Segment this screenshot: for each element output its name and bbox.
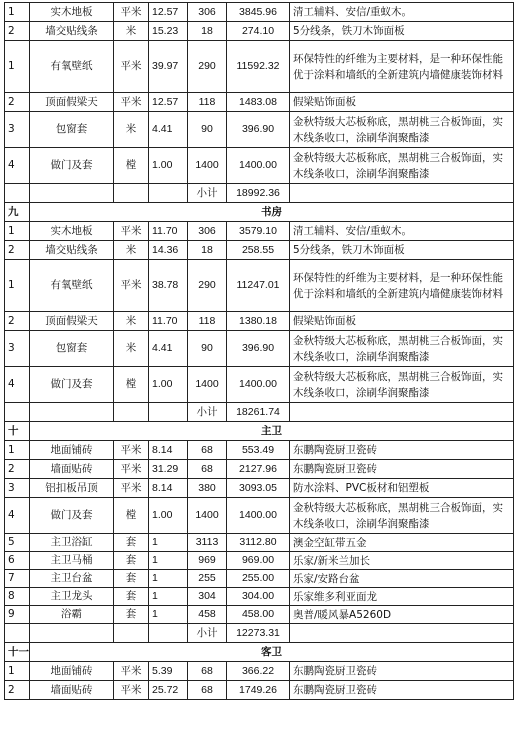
item-total: 255.00: [227, 570, 290, 588]
item-total: 3093.05: [227, 479, 290, 498]
table-row: [5, 148, 514, 184]
item-name: 墙交贴线条: [30, 241, 114, 260]
table-row: [5, 3, 514, 22]
item-quantity: 12.57: [149, 3, 188, 22]
table-row: [5, 588, 514, 606]
table-row: [5, 112, 514, 148]
subtotal-row: [5, 403, 514, 422]
item-total: 11247.01: [227, 260, 290, 312]
item-number: 6: [5, 552, 30, 570]
item-unit-price: 306: [188, 222, 227, 241]
item-number: 1: [5, 260, 30, 312]
section-header-row: [5, 203, 514, 222]
item-description: 乐家/安路台盆: [290, 570, 514, 588]
item-total: 553.49: [227, 441, 290, 460]
item-unit-price: 1400: [188, 148, 227, 184]
blank-cell: [5, 403, 30, 422]
item-name: 地面铺砖: [30, 441, 114, 460]
item-description: 金秋特级大芯板称底，黑胡桃三合板饰面，实木线条收口，涂刷华润聚酯漆: [290, 148, 514, 184]
item-description: 金秋特级大芯板称底，黑胡桃三合板饰面，实木线条收口，涂刷华润聚酯漆: [290, 367, 514, 403]
item-unit: 米: [114, 331, 149, 367]
item-number: 3: [5, 479, 30, 498]
item-name: 做门及套: [30, 498, 114, 534]
blank-cell: [30, 403, 114, 422]
table-row: [5, 312, 514, 331]
item-total: 1400.00: [227, 367, 290, 403]
item-total: 1400.00: [227, 148, 290, 184]
subtotal-value: 12273.31: [227, 624, 290, 643]
item-unit: 樘: [114, 498, 149, 534]
item-name: 主卫马桶: [30, 552, 114, 570]
item-quantity: 39.97: [149, 41, 188, 93]
table-row: [5, 260, 514, 312]
blank-cell: [149, 403, 188, 422]
item-name: 做门及套: [30, 367, 114, 403]
item-number: 2: [5, 93, 30, 112]
item-description: 乐家/新米兰加长: [290, 552, 514, 570]
item-unit-price: 18: [188, 241, 227, 260]
item-unit-price: 118: [188, 93, 227, 112]
item-total: 1749.26: [227, 681, 290, 700]
item-total: 304.00: [227, 588, 290, 606]
item-quantity: 1: [149, 534, 188, 552]
table-row: [5, 222, 514, 241]
item-unit: 平米: [114, 41, 149, 93]
item-total: 2127.96: [227, 460, 290, 479]
subtotal-label: 小计: [188, 624, 227, 643]
quotation-rows: [5, 3, 514, 700]
item-total: 969.00: [227, 552, 290, 570]
table-row: [5, 662, 514, 681]
table-row: [5, 441, 514, 460]
item-description: 东鹏陶瓷厨卫瓷砖: [290, 460, 514, 479]
item-number: 1: [5, 222, 30, 241]
item-unit: 平米: [114, 260, 149, 312]
item-description: 5分线条，铁刀木饰面板: [290, 241, 514, 260]
blank-cell: [290, 624, 514, 643]
item-unit: 平米: [114, 460, 149, 479]
item-quantity: 11.70: [149, 222, 188, 241]
item-description: 环保特性的纤维为主要材料，是一种环保性能优于涂料和墙纸的全新建筑内墙健康装饰材料: [290, 260, 514, 312]
table-row: [5, 606, 514, 624]
table-row: [5, 22, 514, 41]
item-unit: 平米: [114, 479, 149, 498]
table-row: [5, 498, 514, 534]
item-unit-price: 969: [188, 552, 227, 570]
item-unit-price: 1400: [188, 498, 227, 534]
item-unit-price: 68: [188, 460, 227, 479]
blank-cell: [114, 403, 149, 422]
item-total: 11592.32: [227, 41, 290, 93]
subtotal-value: 18261.74: [227, 403, 290, 422]
item-unit: 米: [114, 112, 149, 148]
blank-cell: [30, 624, 114, 643]
item-number: 3: [5, 331, 30, 367]
item-unit: 樘: [114, 367, 149, 403]
item-unit-price: 68: [188, 441, 227, 460]
item-name: 地面铺砖: [30, 662, 114, 681]
section-number: 十一: [5, 643, 30, 662]
item-quantity: 1: [149, 552, 188, 570]
item-name: 墙交贴线条: [30, 22, 114, 41]
item-total: 458.00: [227, 606, 290, 624]
item-quantity: 1.00: [149, 148, 188, 184]
item-unit: 套: [114, 606, 149, 624]
item-total: 396.90: [227, 331, 290, 367]
item-unit-price: 1400: [188, 367, 227, 403]
blank-cell: [114, 624, 149, 643]
item-number: 3: [5, 112, 30, 148]
item-total: 396.90: [227, 112, 290, 148]
item-name: 铝扣板吊顶: [30, 479, 114, 498]
table-row: [5, 552, 514, 570]
item-unit: 平米: [114, 93, 149, 112]
item-number: 1: [5, 441, 30, 460]
item-number: 5: [5, 534, 30, 552]
item-quantity: 12.57: [149, 93, 188, 112]
subtotal-label: 小计: [188, 184, 227, 203]
item-description: 假梁贴饰面板: [290, 93, 514, 112]
table-row: [5, 93, 514, 112]
item-quantity: 8.14: [149, 441, 188, 460]
item-total: 1380.18: [227, 312, 290, 331]
blank-cell: [149, 624, 188, 643]
item-name: 实木地板: [30, 222, 114, 241]
item-unit: 樘: [114, 148, 149, 184]
section-number: 九: [5, 203, 30, 222]
item-unit-price: 306: [188, 3, 227, 22]
table-row: [5, 479, 514, 498]
blank-cell: [5, 624, 30, 643]
blank-cell: [290, 403, 514, 422]
item-total: 1400.00: [227, 498, 290, 534]
item-number: 4: [5, 148, 30, 184]
subtotal-value: 18992.36: [227, 184, 290, 203]
item-unit-price: 304: [188, 588, 227, 606]
item-number: 8: [5, 588, 30, 606]
item-name: 主卫台盆: [30, 570, 114, 588]
item-quantity: 4.41: [149, 112, 188, 148]
table-row: [5, 331, 514, 367]
item-unit: 套: [114, 570, 149, 588]
item-unit: 平米: [114, 662, 149, 681]
section-number: 十: [5, 422, 30, 441]
item-unit: 平米: [114, 222, 149, 241]
item-unit-price: 68: [188, 681, 227, 700]
item-description: 假梁贴饰面板: [290, 312, 514, 331]
item-description: 5分线条，铁刀木饰面板: [290, 22, 514, 41]
item-unit: 平米: [114, 441, 149, 460]
item-unit-price: 118: [188, 312, 227, 331]
item-quantity: 38.78: [149, 260, 188, 312]
item-quantity: 5.39: [149, 662, 188, 681]
item-unit-price: 290: [188, 41, 227, 93]
item-number: 9: [5, 606, 30, 624]
blank-cell: [30, 184, 114, 203]
item-description: 金秋特级大芯板称底，黑胡桃三合板饰面，实木线条收口，涂刷华润聚酯漆: [290, 331, 514, 367]
item-number: 1: [5, 41, 30, 93]
table-row: [5, 41, 514, 93]
item-description: 防水涂料、PVC板材和铝塑板: [290, 479, 514, 498]
section-header-row: [5, 643, 514, 662]
blank-cell: [290, 184, 514, 203]
item-quantity: 11.70: [149, 312, 188, 331]
item-name: 主卫龙头: [30, 588, 114, 606]
item-name: 墙面贴砖: [30, 681, 114, 700]
section-title: 客卫: [30, 643, 514, 662]
item-description: 东鹏陶瓷厨卫瓷砖: [290, 681, 514, 700]
item-quantity: 1.00: [149, 367, 188, 403]
item-quantity: 14.36: [149, 241, 188, 260]
item-quantity: 1.00: [149, 498, 188, 534]
quotation-table: [4, 2, 514, 700]
item-unit: 米: [114, 22, 149, 41]
subtotal-row: [5, 184, 514, 203]
item-unit-price: 458: [188, 606, 227, 624]
item-unit-price: 90: [188, 112, 227, 148]
item-name: 有氧壁纸: [30, 41, 114, 93]
item-description: 东鹏陶瓷厨卫瓷砖: [290, 441, 514, 460]
item-number: 2: [5, 681, 30, 700]
item-name: 包窗套: [30, 112, 114, 148]
item-number: 2: [5, 460, 30, 479]
item-number: 1: [5, 3, 30, 22]
item-name: 浴霸: [30, 606, 114, 624]
item-quantity: 8.14: [149, 479, 188, 498]
table-row: [5, 570, 514, 588]
item-total: 258.55: [227, 241, 290, 260]
item-number: 1: [5, 662, 30, 681]
item-name: 包窗套: [30, 331, 114, 367]
item-description: 清工辅料、安信/重蚁木。: [290, 3, 514, 22]
blank-cell: [114, 184, 149, 203]
table-row: [5, 367, 514, 403]
table-row: [5, 681, 514, 700]
item-quantity: 1: [149, 588, 188, 606]
subtotal-row: [5, 624, 514, 643]
item-description: 奥普/暖风暴A5260D: [290, 606, 514, 624]
table-row: [5, 460, 514, 479]
item-description: 乐家维多利亚面龙: [290, 588, 514, 606]
item-name: 有氧壁纸: [30, 260, 114, 312]
item-unit: 套: [114, 588, 149, 606]
item-unit: 套: [114, 534, 149, 552]
item-unit-price: 380: [188, 479, 227, 498]
item-unit: 米: [114, 312, 149, 331]
item-total: 3579.10: [227, 222, 290, 241]
item-unit-price: 90: [188, 331, 227, 367]
item-name: 墙面贴砖: [30, 460, 114, 479]
item-description: 东鹏陶瓷厨卫瓷砖: [290, 662, 514, 681]
item-quantity: 4.41: [149, 331, 188, 367]
item-total: 3112.80: [227, 534, 290, 552]
item-unit-price: 18: [188, 22, 227, 41]
item-unit-price: 3113: [188, 534, 227, 552]
item-total: 366.22: [227, 662, 290, 681]
item-description: 金秋特级大芯板称底，黑胡桃三合板饰面，实木线条收口，涂刷华润聚酯漆: [290, 112, 514, 148]
item-name: 主卫浴缸: [30, 534, 114, 552]
item-quantity: 15.23: [149, 22, 188, 41]
item-name: 顶面假梁天: [30, 93, 114, 112]
item-name: 做门及套: [30, 148, 114, 184]
item-total: 3845.96: [227, 3, 290, 22]
section-header-row: [5, 422, 514, 441]
item-number: 4: [5, 498, 30, 534]
item-unit: 平米: [114, 3, 149, 22]
item-name: 顶面假梁天: [30, 312, 114, 331]
item-number: 4: [5, 367, 30, 403]
table-row: [5, 241, 514, 260]
blank-cell: [5, 184, 30, 203]
item-unit-price: 290: [188, 260, 227, 312]
section-title: 主卫: [30, 422, 514, 441]
item-description: 环保特性的纤维为主要材料，是一种环保性能优于涂料和墙纸的全新建筑内墙健康装饰材料: [290, 41, 514, 93]
item-quantity: 1: [149, 570, 188, 588]
item-number: 2: [5, 312, 30, 331]
item-unit-price: 255: [188, 570, 227, 588]
item-description: 金秋特级大芯板称底，黑胡桃三合板饰面，实木线条收口，涂刷华润聚酯漆: [290, 498, 514, 534]
table-row: [5, 534, 514, 552]
item-quantity: 25.72: [149, 681, 188, 700]
blank-cell: [149, 184, 188, 203]
item-unit: 平米: [114, 681, 149, 700]
item-total: 1483.08: [227, 93, 290, 112]
item-unit: 套: [114, 552, 149, 570]
item-quantity: 1: [149, 606, 188, 624]
item-number: 2: [5, 241, 30, 260]
item-name: 实木地板: [30, 3, 114, 22]
item-unit: 米: [114, 241, 149, 260]
item-description: 清工辅料、安信/重蚁木。: [290, 222, 514, 241]
subtotal-label: 小计: [188, 403, 227, 422]
item-total: 274.10: [227, 22, 290, 41]
item-number: 7: [5, 570, 30, 588]
item-unit-price: 68: [188, 662, 227, 681]
item-number: 2: [5, 22, 30, 41]
item-quantity: 31.29: [149, 460, 188, 479]
item-description: 澳金空缸带五金: [290, 534, 514, 552]
section-title: 书房: [30, 203, 514, 222]
